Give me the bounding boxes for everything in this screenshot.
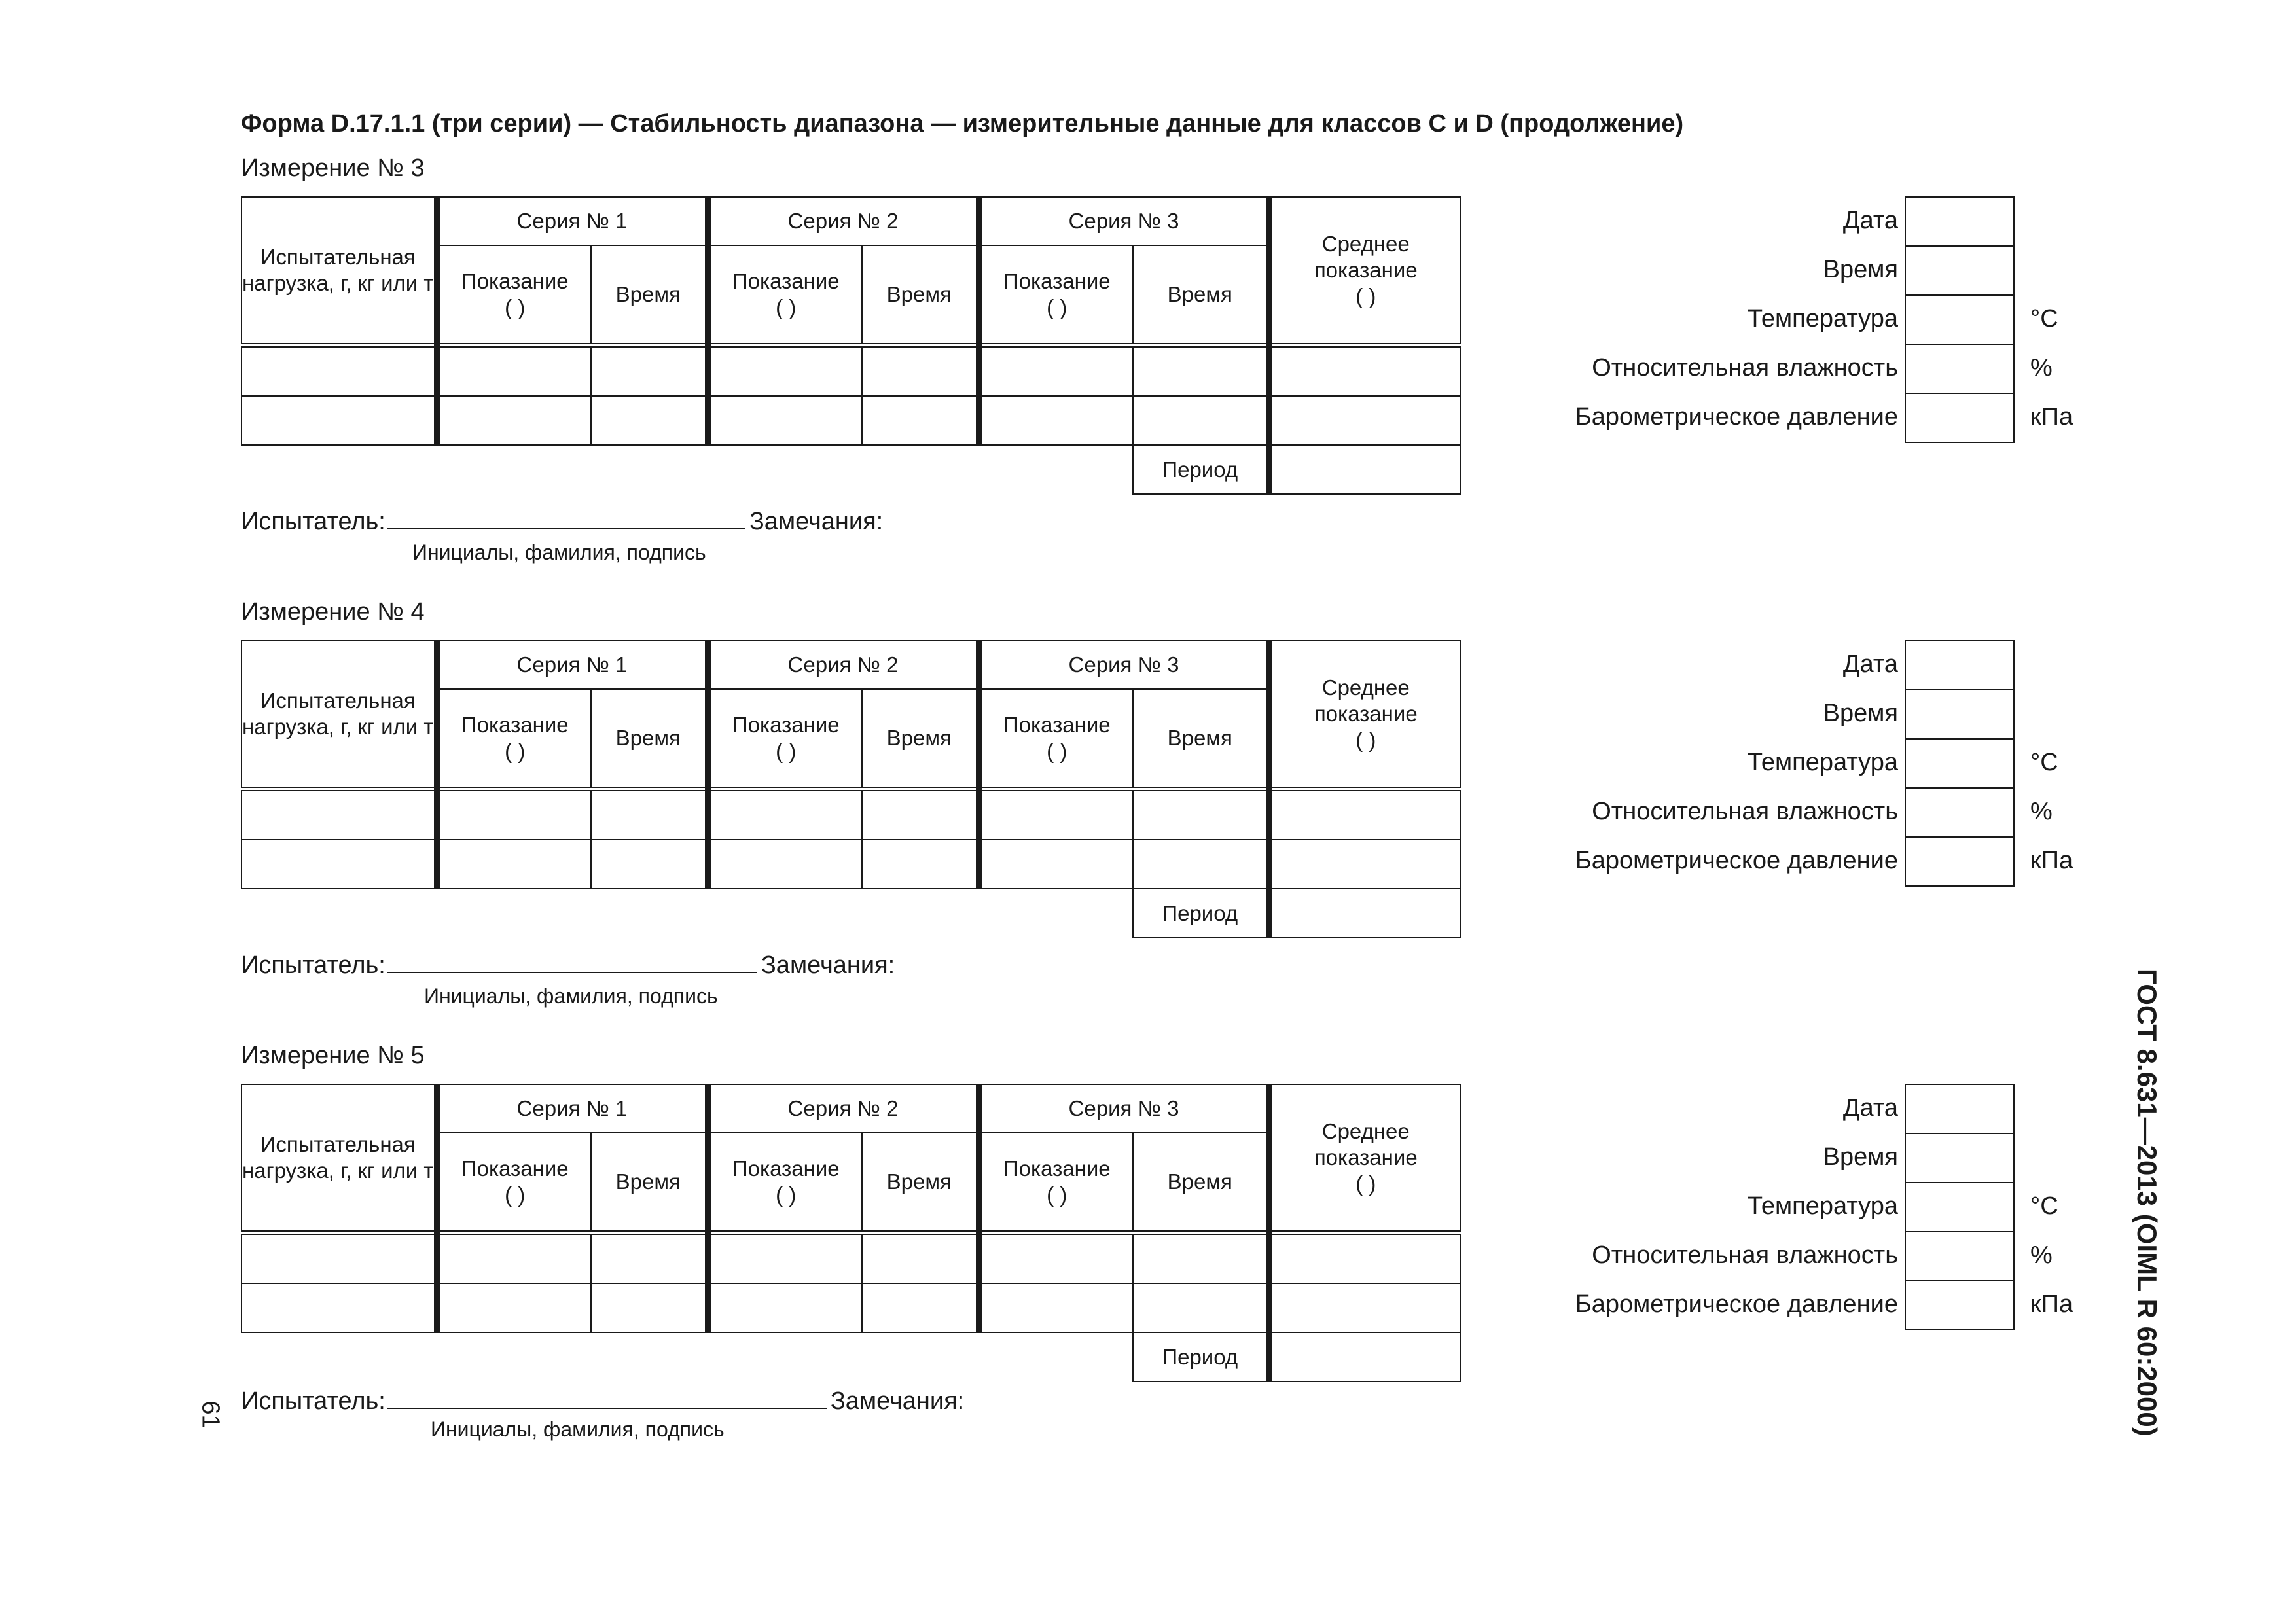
humidity-label: Относительная влажность	[1592, 798, 1898, 825]
cell[interactable]	[437, 1283, 591, 1332]
cell[interactable]	[978, 789, 1133, 840]
cell[interactable]	[862, 1233, 978, 1284]
series-1-header: Серия № 1	[437, 641, 708, 689]
pressure-unit: кПа	[2030, 1291, 2073, 1318]
humidity-field[interactable]	[1905, 787, 2015, 838]
remarks-label: Замечания:	[749, 508, 884, 535]
temperature-label: Температура	[1747, 1192, 1898, 1220]
tester-signature-field[interactable]	[387, 952, 757, 973]
humidity-unit: %	[2030, 798, 2053, 825]
reading-header: Показание ( )	[708, 245, 862, 346]
cell[interactable]	[437, 396, 591, 445]
date-field[interactable]	[1905, 1084, 2015, 1134]
reading-header: Показание ( )	[978, 245, 1133, 346]
mean-header: Среднее показание ( )	[1269, 197, 1460, 346]
temperature-unit: °С	[2030, 1192, 2058, 1220]
time-label: Время	[1823, 700, 1898, 727]
remarks-label: Замечания:	[830, 1387, 965, 1415]
measurement-label: Измерение № 3	[241, 154, 425, 182]
cell[interactable]	[978, 1283, 1133, 1332]
temperature-unit: °С	[2030, 749, 2058, 776]
time-header: Время	[862, 245, 978, 346]
time-header: Время	[591, 245, 708, 346]
time-field[interactable]	[1905, 245, 2015, 296]
pressure-label: Барометрическое давление	[1575, 403, 1898, 431]
tester-line	[241, 1387, 964, 1416]
table-row	[242, 346, 1460, 397]
standard-designation: ГОСТ 8.631—2013 (OIML R 60:2000)	[2132, 969, 2162, 1436]
cell[interactable]	[591, 396, 708, 445]
date-label: Дата	[1842, 207, 1898, 234]
temperature-label: Температура	[1747, 749, 1898, 776]
date-field[interactable]	[1905, 196, 2015, 247]
date-field[interactable]	[1905, 640, 2015, 690]
cell[interactable]	[242, 840, 437, 889]
temperature-field[interactable]	[1905, 1182, 2015, 1232]
tester-label: Испытатель:	[241, 952, 386, 979]
period-cell[interactable]	[1269, 889, 1460, 938]
time-header: Время	[1133, 689, 1269, 789]
cell[interactable]	[708, 840, 862, 889]
reading-header: Показание ( )	[708, 1133, 862, 1233]
cell[interactable]	[1133, 1283, 1269, 1332]
series-2-header: Серия № 2	[708, 1084, 978, 1133]
table-row	[242, 396, 1460, 445]
table-row	[242, 1283, 1460, 1332]
cell[interactable]	[242, 396, 437, 445]
reading-header: Показание ( )	[978, 689, 1133, 789]
tester-caption: Инициалы, фамилия, подпись	[424, 984, 718, 1008]
cell[interactable]	[591, 1233, 708, 1284]
series-2-header: Серия № 2	[708, 197, 978, 245]
pressure-field[interactable]	[1905, 836, 2015, 887]
cell[interactable]	[1133, 346, 1269, 397]
tester-caption: Инициалы, фамилия, подпись	[412, 541, 706, 564]
cell[interactable]	[437, 1233, 591, 1284]
table-row	[242, 789, 1460, 840]
humidity-field[interactable]	[1905, 1231, 2015, 1281]
cell[interactable]	[242, 789, 437, 840]
pressure-field[interactable]	[1905, 1280, 2015, 1330]
reading-header: Показание ( )	[437, 1133, 591, 1233]
series-2-header: Серия № 2	[708, 641, 978, 689]
cell[interactable]	[708, 1283, 862, 1332]
page-number: 61	[196, 1400, 224, 1429]
cell[interactable]	[708, 1233, 862, 1284]
time-header: Время	[591, 1133, 708, 1233]
cell[interactable]	[437, 346, 591, 397]
temperature-field[interactable]	[1905, 738, 2015, 789]
pressure-label: Барометрическое давление	[1575, 847, 1898, 874]
series-3-header: Серия № 3	[978, 641, 1269, 689]
tester-signature-field[interactable]	[387, 508, 745, 529]
cell[interactable]	[242, 346, 437, 397]
pressure-unit: кПа	[2030, 847, 2073, 874]
cell[interactable]	[1133, 396, 1269, 445]
pressure-field[interactable]	[1905, 393, 2015, 443]
mean-header: Среднее показание ( )	[1269, 641, 1460, 789]
period-label: Период	[1133, 889, 1269, 938]
cell[interactable]	[1133, 789, 1269, 840]
cell[interactable]	[978, 1233, 1133, 1284]
tester-signature-field[interactable]	[387, 1388, 827, 1409]
tester-caption: Инициалы, фамилия, подпись	[431, 1418, 725, 1441]
table-row	[242, 840, 1460, 889]
period-label: Период	[1133, 445, 1269, 494]
load-header: Испытательная нагрузка, г, кг или т	[242, 641, 437, 789]
cell[interactable]	[1133, 1233, 1269, 1284]
cell[interactable]	[862, 346, 978, 397]
load-header: Испытательная нагрузка, г, кг или т	[242, 1084, 437, 1233]
cell[interactable]	[708, 396, 862, 445]
date-label: Дата	[1842, 1094, 1898, 1122]
table-row	[242, 1233, 1460, 1284]
cell[interactable]	[862, 789, 978, 840]
reading-header: Показание ( )	[708, 689, 862, 789]
cell[interactable]	[242, 1233, 437, 1284]
cell[interactable]	[978, 396, 1133, 445]
time-label: Время	[1823, 1143, 1898, 1171]
cell[interactable]	[862, 1283, 978, 1332]
humidity-label: Относительная влажность	[1592, 354, 1898, 382]
temperature-label: Температура	[1747, 305, 1898, 332]
time-label: Время	[1823, 256, 1898, 283]
time-header: Время	[862, 1133, 978, 1233]
measurement-table	[241, 1084, 1461, 1382]
time-header: Время	[1133, 1133, 1269, 1233]
cell[interactable]	[437, 840, 591, 889]
tester-label: Испытатель:	[241, 1387, 386, 1415]
period-cell[interactable]	[1269, 1332, 1460, 1382]
load-header: Испытательная нагрузка, г, кг или т	[242, 197, 437, 346]
cell[interactable]	[1133, 840, 1269, 889]
cell[interactable]	[708, 346, 862, 397]
cell[interactable]	[708, 789, 862, 840]
cell[interactable]	[591, 789, 708, 840]
measurement-label: Измерение № 4	[241, 598, 425, 626]
time-field[interactable]	[1905, 689, 2015, 740]
pressure-label: Барометрическое давление	[1575, 1291, 1898, 1318]
form-title: Форма D.17.1.1 (три серии) — Стабильность диапазона — измерительные данные для классов C и D (продолжение)	[241, 110, 1684, 137]
cell[interactable]	[591, 346, 708, 397]
time-header: Время	[862, 689, 978, 789]
humidity-unit: %	[2030, 354, 2053, 382]
cell[interactable]	[242, 1283, 437, 1332]
cell[interactable]	[978, 346, 1133, 397]
humidity-field[interactable]	[1905, 344, 2015, 394]
remarks-label: Замечания:	[761, 952, 895, 979]
time-field[interactable]	[1905, 1133, 2015, 1183]
measurement-label: Измерение № 5	[241, 1042, 425, 1069]
series-1-header: Серия № 1	[437, 1084, 708, 1133]
cell[interactable]	[437, 789, 591, 840]
period-label: Период	[1133, 1332, 1269, 1382]
series-3-header: Серия № 3	[978, 197, 1269, 245]
reading-header: Показание ( )	[437, 245, 591, 346]
humidity-label: Относительная влажность	[1592, 1241, 1898, 1269]
pressure-unit: кПа	[2030, 403, 2073, 431]
cell[interactable]	[862, 840, 978, 889]
cell[interactable]	[591, 840, 708, 889]
tester-line	[241, 952, 895, 980]
cell[interactable]	[862, 396, 978, 445]
reading-header: Показание ( )	[437, 689, 591, 789]
reading-header: Показание ( )	[978, 1133, 1133, 1233]
tester-label: Испытатель:	[241, 508, 386, 535]
series-3-header: Серия № 3	[978, 1084, 1269, 1133]
cell[interactable]	[591, 1283, 708, 1332]
period-cell[interactable]	[1269, 445, 1460, 494]
date-label: Дата	[1842, 651, 1898, 678]
mean-header: Среднее показание ( )	[1269, 1084, 1460, 1233]
time-header: Время	[591, 689, 708, 789]
series-1-header: Серия № 1	[437, 197, 708, 245]
cell[interactable]	[978, 840, 1133, 889]
measurement-table	[241, 196, 1461, 495]
tester-line	[241, 508, 883, 536]
time-header: Время	[1133, 245, 1269, 346]
temperature-unit: °С	[2030, 305, 2058, 332]
measurement-table	[241, 640, 1461, 938]
temperature-field[interactable]	[1905, 294, 2015, 345]
humidity-unit: %	[2030, 1241, 2053, 1269]
